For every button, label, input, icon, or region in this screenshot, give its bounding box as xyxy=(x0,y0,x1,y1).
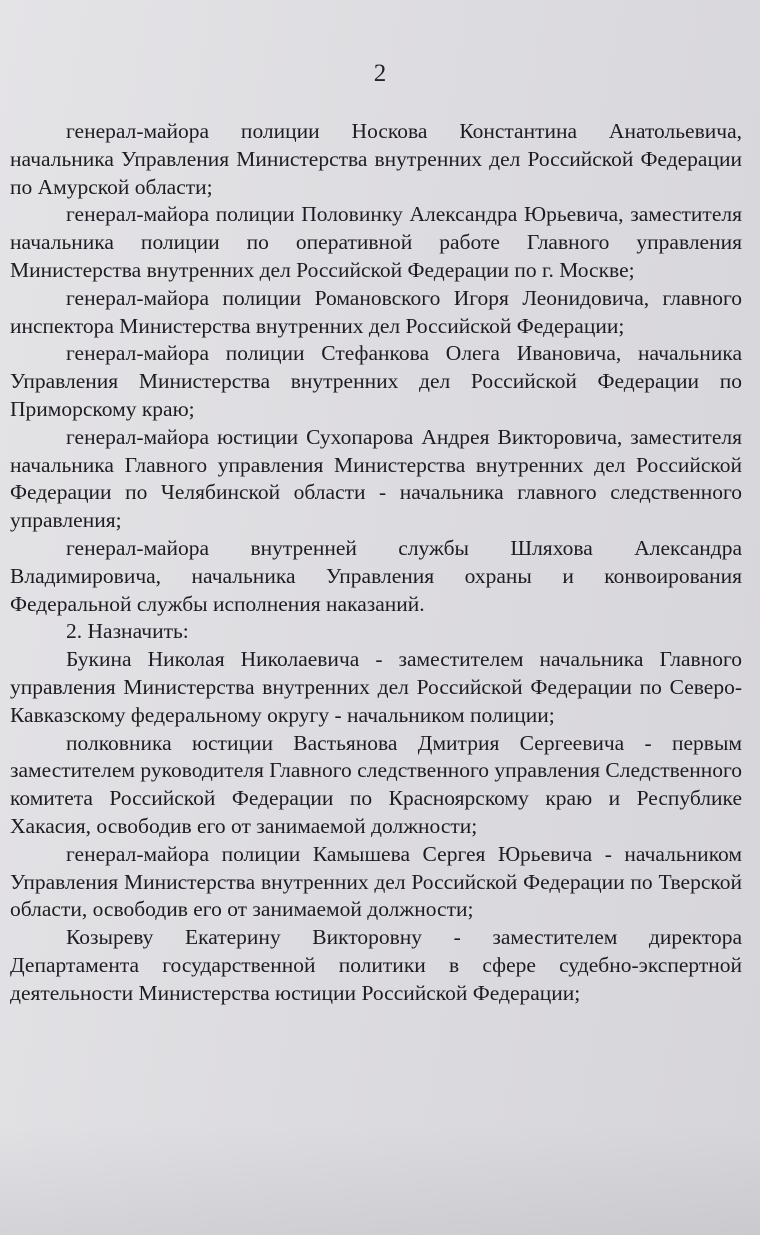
paragraph-stefankov: генерал-майора полиции Стефанкова Олега Ивановича, начальника Управления Министерства внутренних дел Российской Федерации по Приморскому краю; xyxy=(10,341,742,421)
paragraph-kozyreva: Козыреву Екатерину Викторовну - заместителем директора Департамента государственной политики в сфере судебно-экспертной деятельности Министерства юстиции Российской Федерации; xyxy=(10,925,742,1005)
paragraph-kamyshev: генерал-майора полиции Камышева Сергея Юрьевича - начальником Управления Министерства внутренних дел Российской Федерации по Тверской области, освободив его от занимаемой должности; xyxy=(10,841,742,922)
paragraph-shlyakhov: генерал-майора внутренней службы Шляхова Александра Владимировича, начальника Управления охраны и конвоирования Федеральной службы исполнения наказаний. xyxy=(10,535,742,616)
paragraph-sukhoparov: генерал-майора юстиции Сухопарова Андрея Викторовича, заместителя начальника Главного управления Министерства внутренних дел Российской Федерации по Челябинской области - начальника главного следственного управления; xyxy=(10,424,742,533)
paragraph-vastyanov: полковника юстиции Вастьянова Дмитрия Сергеевича - первым заместителем руководителя Главного следственного управления Следственного комитета Российской Федерации по Красноярскому краю и Республике Хакасия, освободив его от занимаемой должности; xyxy=(10,730,742,838)
document-body xyxy=(10,118,742,1008)
paragraph-polovinka: генерал-майора полиции Половинку Александра Юрьевича, заместителя начальника полиции по оперативной работе Главного управления Министерства внутренних дел Российской Федерации по г. Москве; xyxy=(10,202,742,282)
paragraph-noskov: генерал-майора полиции Носкова Константина Анатольевича, начальника Управления Министерства внутренних дел Российской Федерации по Амурской области; xyxy=(10,119,742,199)
section-heading-appoint: 2. Назначить: xyxy=(66,619,189,644)
paragraph-romanovsky: генерал-майора полиции Романовского Игоря Леонидовича, главного инспектора Министерства внутренних дел Российской Федерации; xyxy=(10,285,742,338)
paragraph-bukin: Букина Николая Николаевича - заместителем начальника Главного управления Министерства внутренних дел Российской Федерации по Северо-Кавказскому федеральному округу - начальником полиции; xyxy=(10,647,742,727)
page-shadow xyxy=(0,1125,760,1235)
page-number: 2 xyxy=(373,60,387,87)
